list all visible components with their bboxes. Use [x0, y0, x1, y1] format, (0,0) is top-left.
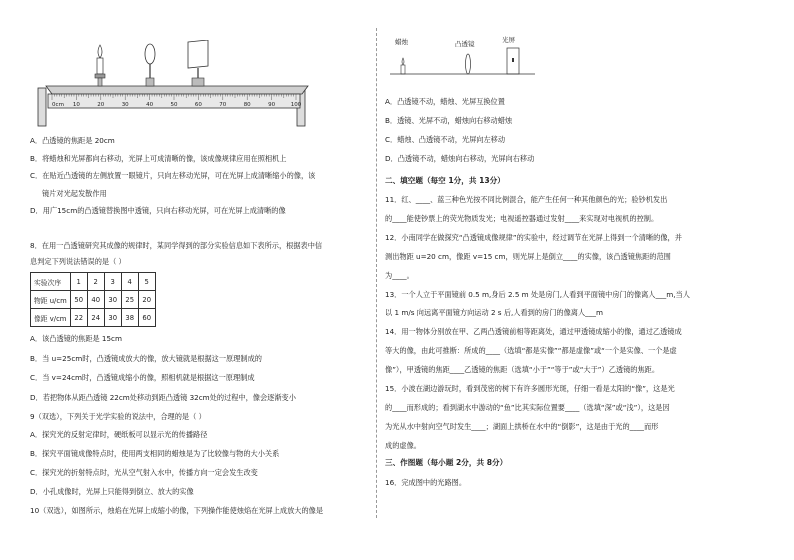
- bench-tick-label: 40: [146, 102, 154, 108]
- q8-option: A．该凸透镜的焦距是 15cm: [30, 334, 122, 343]
- fig-label-candle: 蜡烛: [395, 38, 408, 46]
- q8-option: D．若把物体从距凸透镜 22cm处移动到距凸透镜 32cm处的过程中，像会逐渐变小: [30, 392, 296, 402]
- bench-leg-left: [38, 88, 46, 126]
- table-cell: 5: [138, 273, 155, 291]
- fill-line: 12．小南同学在做探究“凸透镜成像规律”的实验中，经过调节在光屏上得到一个清晰的像，并: [385, 232, 682, 242]
- fill-line: 11．红、____、蓝三种色光按不同比例混合，能产生任何一种其他颜色的光；验钞机发出: [385, 195, 668, 204]
- bench-tick-label: 70: [219, 102, 227, 108]
- table-cell: 24: [87, 309, 104, 327]
- bench-tick-label: 80: [243, 102, 251, 108]
- table-cell: 30: [104, 291, 121, 309]
- q7-option: 镜片对光起发散作用: [42, 188, 107, 198]
- table-cell: 1: [70, 273, 87, 291]
- q7-option: A．凸透镜的焦距是 20cm: [30, 136, 115, 145]
- fill-line: 的____能使钞票上的荧光物质发光；电视遥控器通过发射____来实现对电视机的控制。: [385, 213, 659, 223]
- table-cell: 4: [121, 273, 138, 291]
- table-cell: 3: [104, 273, 121, 291]
- q9-option: D．小孔成像时，光屏上只能得到倒立、放大的实像: [30, 487, 194, 496]
- table-row: [31, 291, 156, 309]
- bench-tick-label: 90: [268, 102, 276, 108]
- q8-option: C．当 v=24cm时，凸透镜成缩小的像，照相机就是根据这一原理制成: [30, 373, 255, 382]
- bench-tick-label: 50: [170, 102, 178, 108]
- section-fill-title: 二、填空题（每空 1分，共 13分）: [385, 176, 505, 185]
- bench-top: [46, 86, 308, 94]
- q9-option: B．探究平面镜成像特点时，使用两支相同的蜡烛是为了比较像与物的大小关系: [30, 449, 280, 458]
- bench-tick-label: 20: [97, 102, 105, 108]
- candle-small-icon: [401, 58, 405, 74]
- fill-line: 测出物距 u=20 cm，像距 v=15 cm，则光屏上是倒立____的实像，该凸透镜焦距的范围: [385, 251, 671, 261]
- screen-icon: [188, 40, 208, 86]
- table-cell: 22: [70, 309, 87, 327]
- table-cell: 2: [87, 273, 104, 291]
- fill-line: 13．一个人立于平面镜前 0.5 m,身后 2.5 m 处是房门,人看到平面镜中房门的像离人___m,当人: [385, 289, 690, 299]
- column-divider: [376, 28, 377, 518]
- table-cell: 20: [138, 291, 155, 309]
- q7-option: C．在贴近凸透镜的左侧放置一眼镜片，只向左移动光屏，可在光屏上成清晰缩小的像，该: [30, 171, 316, 180]
- fill-line: 成的虚像。: [385, 440, 421, 450]
- fill-line: 的____而形成的；看到湖水中游动的“鱼”比其实际位置要____（选填“深”或“浅”），这是因: [385, 402, 670, 412]
- bench-tick-label: 60: [194, 102, 202, 108]
- q9-option: A．探究光的反射定律时，硬纸板可以显示光的传播路径: [30, 430, 208, 439]
- q10-option: B．透镜、光屏不动，蜡烛向右移动蜡烛: [385, 116, 513, 125]
- q8-stem-2: 息判定下列说法错误的是（ ）: [30, 257, 126, 266]
- candle-icon: [95, 45, 105, 86]
- q10-option: A．凸透镜不动，蜡烛、光屏互换位置: [385, 97, 505, 106]
- screen-small-icon: [507, 48, 519, 74]
- bench-tick-label: 100: [290, 102, 302, 108]
- fig-label-lens: 凸透镜: [455, 40, 475, 48]
- fill-line: 为____。: [385, 270, 414, 280]
- table-cell: 25: [121, 291, 138, 309]
- convex-lens-icon: [145, 44, 155, 86]
- fill-line: 15．小波在湖边游玩时，看到茂密的树下有许多圆形光斑，仔细一看是太阳的“像”，这是光: [385, 384, 675, 393]
- table-cell: 50: [70, 291, 87, 309]
- optical-bench-figure: [30, 40, 330, 140]
- fig-label-screen: 光屏: [502, 36, 515, 44]
- fill-line: 像”），甲透镜的焦距____乙透镜的焦距（选填“小于”“等于”或“大于”）乙透镜的焦距。: [385, 365, 660, 375]
- q7-option: B．将蜡烛和光屏都向右移动，光屏上可成清晰的像，该成像规律应用在照相机上: [30, 153, 287, 163]
- lens-small-icon: [466, 54, 471, 74]
- candle-lens-screen-figure: [385, 30, 545, 80]
- q10-option: D．凸透镜不动，蜡烛向右移动，光屏向右移动: [385, 154, 535, 163]
- section-drawing-title: 三、作图题（每小题 2分，共 8分）: [385, 458, 508, 467]
- experiment-table: [30, 272, 156, 327]
- bench-tick-label: 0cm: [52, 102, 64, 108]
- table-cell: 像距 v/cm: [31, 309, 71, 327]
- q9-option: C．探究光的折射特点时，光从空气射入水中，传播方向一定会发生改变: [30, 468, 258, 477]
- q9-stem: 9（双选），下列关于光学实验的说法中，合理的是（ ）: [30, 412, 206, 421]
- fill-line: 以 1 m/s 向远离平面镜方向运动 2 s 后,人看到的房门的像离人___m: [385, 308, 603, 318]
- q8-stem-1: 8．在用一凸透镜研究其成像的规律时，某同学得到的部分实验信息如下表所示，根据表中信: [30, 241, 323, 250]
- table-cell: 实验次序: [31, 273, 71, 291]
- fill-line: 14．用一物体分别放在甲、乙两凸透镜前相等距离处，通过甲透镜成缩小的像，通过乙透镜成: [385, 327, 682, 337]
- fill-line: 等大的像，由此可推断：所成的____（选填“都是实像”“都是虚像”或“一个是实像、一个是虚: [385, 346, 677, 356]
- table-cell: 物距 u/cm: [31, 291, 71, 309]
- q7-option: D．用广15cm的凸透镜替换图中透镜，只向右移动光屏，可在光屏上成清晰的像: [30, 206, 286, 215]
- bench-tick-label: 10: [72, 102, 80, 108]
- q16-stem: 16．完成图中的光路图。: [385, 478, 467, 487]
- q8-option: B．当 u=25cm时，凸透镜成放大的像，放大镜就是根据这一原理制成的: [30, 353, 262, 363]
- table-cell: 38: [121, 309, 138, 327]
- q10-stem: 10（双选），如图所示，烛焰在光屏上成缩小的像，下列操作能使烛焰在光屏上成放大的像是: [30, 506, 324, 515]
- table-row: [31, 273, 156, 291]
- table-cell: 30: [104, 309, 121, 327]
- fill-line: 为光从水中射向空气时发生____；湖面上拱桥在水中的“倒影”，这是由于光的____而形: [385, 421, 659, 431]
- table-cell: 60: [138, 309, 155, 327]
- bench-tick-label: 30: [121, 102, 129, 108]
- table-cell: 40: [87, 291, 104, 309]
- table-row: [31, 309, 156, 327]
- q10-option: C．蜡烛、凸透镜不动，光屏向左移动: [385, 135, 506, 144]
